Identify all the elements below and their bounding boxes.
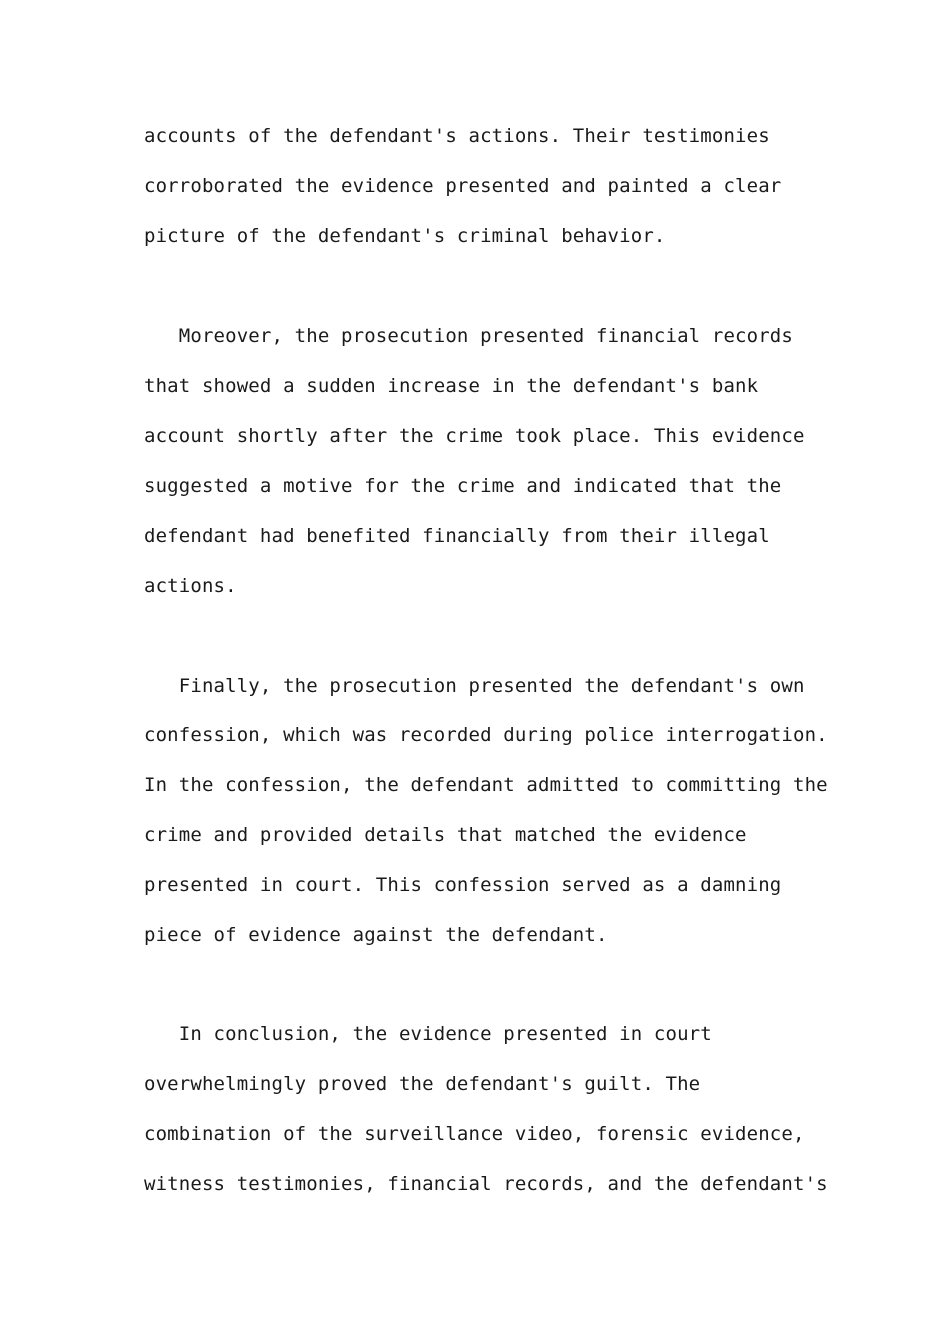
- text-line: presented in court. This confession served as a damning: [144, 874, 782, 896]
- text-line: combination of the surveillance video, forensic evidence,: [144, 1123, 805, 1145]
- text-line: overwhelmingly proved the defendant's guilt. The: [144, 1073, 701, 1095]
- text-line: piece of evidence against the defendant.: [144, 924, 608, 946]
- text-line: Finally, the prosecution presented the defendant's own: [144, 675, 805, 697]
- text-line: confession, which was recorded during police interrogation.: [144, 724, 828, 746]
- text-line: defendant had benefited financially from their illegal: [144, 525, 770, 547]
- text-line: actions.: [144, 575, 237, 597]
- text-line: Moreover, the prosecution presented financial records: [144, 325, 793, 347]
- text-line: suggested a motive for the crime and indicated that the: [144, 475, 782, 497]
- text-line: witness testimonies, financial records, and the defendant's: [144, 1173, 828, 1195]
- text-line: that showed a sudden increase in the defendant's bank: [144, 375, 759, 397]
- text-line: account shortly after the crime took place. This evidence: [144, 425, 805, 447]
- text-line: accounts of the defendant's actions. Their testimonies: [144, 125, 770, 147]
- text-line: crime and provided details that matched the evidence: [144, 824, 747, 846]
- text-line: corroborated the evidence presented and painted a clear: [144, 175, 782, 197]
- text-line: In the confession, the defendant admitted to committing the: [144, 774, 828, 796]
- text-line: picture of the defendant's criminal behavior.: [144, 225, 666, 247]
- text-line: In conclusion, the evidence presented in court: [144, 1023, 712, 1045]
